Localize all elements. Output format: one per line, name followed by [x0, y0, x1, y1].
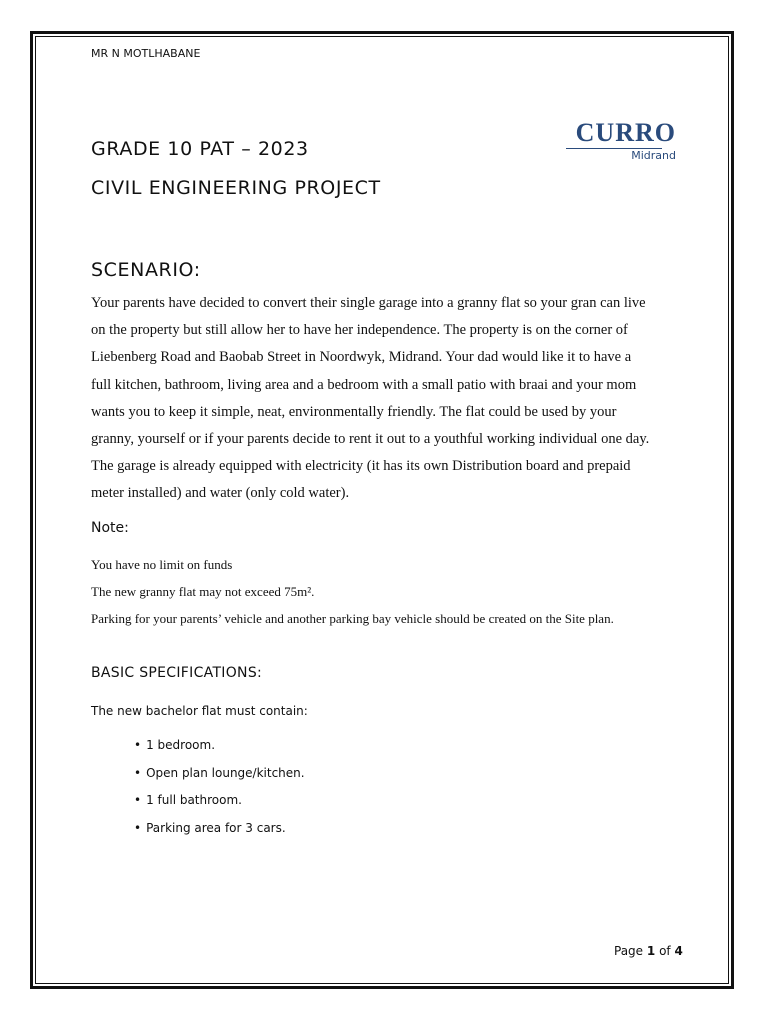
scenario-paragraph: [91, 290, 691, 508]
scenario-heading: SCENARIO:: [91, 259, 201, 281]
curro-logo: [556, 118, 676, 218]
scenario-line: on the property but still allow her to have her independence. The property is on the corner of: [91, 322, 628, 339]
logo-campus: Midrand: [631, 149, 676, 162]
list-item: [134, 738, 305, 766]
list-item-text: Open plan lounge/kitchen.: [146, 765, 305, 780]
list-item-text: 1 bedroom.: [146, 738, 216, 752]
list-item: [134, 766, 305, 794]
title-project: CIVIL ENGINEERING PROJECT: [91, 177, 381, 199]
note-line-size: The new granny flat may not exceed 75m².: [91, 584, 315, 599]
list-item-text: Parking area for 3 cars.: [146, 821, 286, 836]
scenario-line: The garage is already equipped with electricity (it has its own Distribution board and prepaid: [91, 458, 631, 475]
scenario-line: Liebenberg Road and Baobab Street in Noordwyk, Midrand. Your dad would like it to have a: [91, 349, 632, 366]
note-line-parking: Parking for your parents’ vehicle and another parking bay vehicle should be created on the Site plan.: [91, 611, 614, 626]
note-line-funds: You have no limit on funds: [91, 557, 233, 572]
list-item-text: 1 full bathroom.: [146, 793, 242, 808]
scenario-line: meter installed) and water (only cold water).: [91, 485, 350, 502]
list-item: [134, 821, 305, 849]
specs-list: [134, 738, 305, 849]
title-grade: GRADE 10 PAT – 2023: [91, 138, 309, 160]
scenario-line: full kitchen, bathroom, living area and a bedroom with a small patio with braai and your mom: [91, 376, 637, 393]
scenario-line: granny, yourself or if your parents decide to rent it out to a youthful working individual one day.: [91, 431, 650, 448]
page-number: [614, 944, 683, 958]
logo-wordmark: CURRO: [575, 118, 676, 147]
author-header: MR N MOTLHABANE: [91, 47, 201, 60]
page-current: 1: [646, 944, 656, 958]
list-item: [134, 793, 305, 821]
scenario-line: Your parents have decided to convert their single garage into a granny flat so your gran can live: [91, 295, 646, 311]
page-total: 4: [674, 944, 683, 958]
page-label: Page: [614, 944, 644, 958]
specs-heading: BASIC SPECIFICATIONS:: [91, 665, 263, 681]
note-heading: Note:: [91, 520, 129, 536]
page-of: of: [659, 944, 671, 958]
specs-intro: The new bachelor flat must contain:: [91, 704, 308, 718]
scenario-line: wants you to keep it simple, neat, environmentally friendly. The flat could be used by your: [91, 403, 617, 420]
